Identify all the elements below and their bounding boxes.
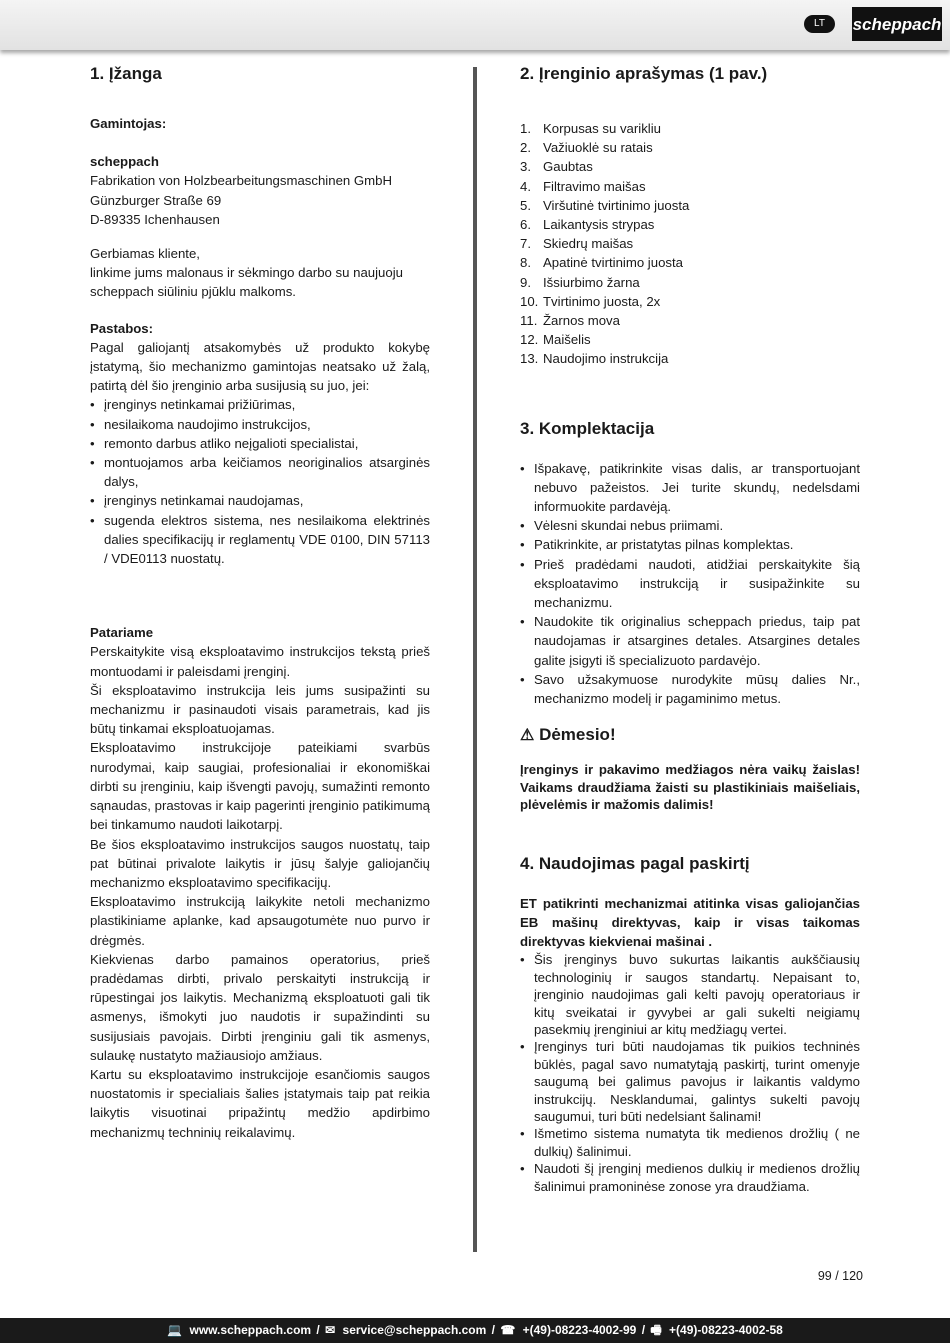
list-item: • Naudoti šį įrenginį medienos dulkių ir medienos drožlių šalinimui pramoninėse zonose yra draudžiama.	[520, 1160, 860, 1195]
list-item: • remonto darbus atliko neįgalioti specialistai,	[90, 434, 430, 453]
warning-text: Įrenginys ir pakavimo medžiagos nėra vaikų žaislas! Vaikams draudžiama žaisti su plastikiniais maišeliais, plėvelėmis ir mažomis dalimis!	[520, 762, 860, 813]
page-header	[0, 0, 950, 50]
list-item: • Patikrinkite, ar pristatytas pilnas komplektas.	[520, 535, 860, 554]
list-item: 11. Žarnos mova	[520, 313, 620, 329]
logo-text: scheppach	[852, 15, 942, 34]
advice-paragraph: Kiekvienas darbo pamainos operatorius, prieš pradėdamas dirbti, privalo perskaityti instrukciją ir rūpestingai jos laikytis. Mechanizmą eksploatuoti gali tik asmenys, išmokyti juo naudotis ir supažindinti su susijusiais pavojais. Dirbti įrenginiu gali tik asmenys, sulaukę nustatyto mažiausiojo amžiaus.	[90, 951, 430, 1063]
list-item: • Išpakavę, patikrinkite visas dalis, ar transportuojant nebuvo pažeistos. Jei turite skundų, nedelsdami informuokite pardavėją.	[520, 459, 860, 517]
notes-text: Pagal galiojantį atsakomybės už produkto kokybę įstatymą, šio mechanizmo gamintojas neatsako už žalą, patirtą dėl šio įrenginio arba susijusią su juo, jei:	[90, 339, 430, 394]
use-list	[520, 951, 860, 1195]
footer-phone: +(49)-08223-4002-99	[522, 1323, 637, 1337]
list-item: 5. Viršutinė tvirtinimo juosta	[520, 197, 690, 213]
intro-heading: 1. Įžanga	[90, 64, 162, 83]
advice-paragraph: Perskaitykite visą eksploatavimo instrukcijos tekstą prieš montuodami ir paleisdami įrenginį.	[90, 644, 430, 679]
kit-list	[520, 459, 860, 709]
list-item: 2. Važiuoklė su ratais	[520, 140, 653, 156]
address-line: Fabrikation von Holzbearbeitungsmaschinen GmbH	[90, 173, 392, 189]
computer-icon: 💻	[167, 1323, 183, 1337]
list-item: 13. Naudojimo instrukcija	[520, 351, 669, 367]
list-item: • Įrenginys turi būti naudojamas tik puikios techninės būklės, pagal savo numatytąją paskirtį, turint omenyje saugumą bei galimus pavojus ir laikantis valdymo instrukcijų. Nesklandumai, galintys sukelti pavojų saugumui, turi būti nedelsiant šalinami!	[520, 1038, 860, 1125]
list-item: 4. Filtravimo maišas	[520, 178, 646, 194]
list-item: 1. Korpusas su varikliu	[520, 121, 662, 136]
list-item: 12. Maišelis	[520, 332, 591, 348]
warning-heading: ⚠ Dėmesio!	[520, 725, 616, 745]
advice-paragraph: Eksploatavimo instrukciją laikykite netoli mechanizmo plastikiniame aplanke, kad apsaugotumėte nuo purvo ir drėgmės.	[90, 894, 430, 948]
parts-list	[520, 119, 860, 369]
list-item: • Šis įrenginys buvo sukurtas laikantis aukščiausių technologinių ir saugos standartų. Nepaisant to, įrenginio naudojimas gali kelti pavojų operatoriaus ir kitų sveikatai ir gyvybei ar gali sukelti neigiamų pasekmių įrenginiui ar kitų medžiagų vertei.	[520, 951, 860, 1038]
warning-triangle-icon: ⚠	[520, 727, 535, 745]
address-line: D-89335 Ichenhausen	[90, 211, 220, 227]
scheppach-logo	[852, 7, 942, 41]
list-item: 8. Apatinė tvirtinimo juosta	[520, 255, 684, 271]
footer-website[interactable]: www.scheppach.com	[189, 1323, 312, 1337]
right-column	[520, 62, 860, 1195]
phone-icon: ☎	[500, 1323, 516, 1337]
list-item: • Naudokite tik originalius scheppach priedus, taip pat naudojamas ir atsargines detales. Atsargines detales galite įsigyti iš specializuoto pardavėjo.	[520, 612, 860, 670]
fax-icon: 🖷	[650, 1323, 662, 1337]
list-item: • montuojamos arba keičiamos neoriginalios atsarginės dalys,	[90, 453, 430, 491]
list-item: • sugenda elektros sistema, nes nesilaikoma elektrinės dalies specifikacijų ir reglamentų VDE 0100, DIN 57113 / VDE0113 nuostatų.	[90, 511, 430, 569]
list-item: • įrenginys netinkamai naudojamas,	[90, 491, 430, 510]
list-item: • Prieš pradėdami naudoti, atidžiai perskaitykite šią eksploatavimo instrukciją ir susipažinkite su mechanizmu.	[520, 555, 860, 613]
address-line: Günzburger Straße 69	[90, 192, 222, 208]
advice-paragraph: Ši eksploatavimo instrukcija leis jums susipažinti su mechanizmu ir pasinaudoti visais parametrais, kad jis būtų tinkamai eksploatuojamas.	[90, 682, 430, 737]
left-column	[90, 62, 430, 1142]
language-badge: LT	[804, 15, 835, 33]
notes-label: Pastabos:	[90, 320, 154, 336]
list-item: 10. Tvirtinimo juosta, 2x	[520, 293, 661, 309]
greeting-text: linkime jums malonaus ir sėkmingo darbo su naujuoju scheppach siūliniu pjūklu malkoms.	[90, 265, 403, 300]
advice-paragraph: Be šios eksploatavimo instrukcijos saugos nuostatų, taip pat būtinai privalote laikytis ir jūsų šalyje galiojančių mechanizmo eksploatavimo specifikacijų.	[90, 836, 430, 890]
list-item: • nesilaikoma naudojimo instrukcijos,	[90, 415, 430, 434]
email-icon: ✉	[325, 1323, 336, 1337]
list-item: • įrenginys netinkamai prižiūrimas,	[90, 395, 430, 414]
page-number: 99 / 120	[817, 1269, 863, 1283]
footer-fax: +(49)-08223-4002-58	[669, 1323, 783, 1337]
description-heading: 2. Įrenginio aprašymas (1 pav.)	[520, 64, 768, 83]
column-divider	[473, 67, 477, 1252]
advice-paragraph: Kartu su eksploatavimo instrukcijoje esančiomis saugos nuostatomis ir specialiais šalies įstatymais taip pat reikia laikytis visuotinai pripažintų medžio apdirbimo mechanizmų techninių reikalavimų.	[90, 1066, 430, 1140]
greeting: Gerbiamas kliente,	[90, 246, 200, 262]
advice-label: Patariame	[90, 625, 154, 641]
advice-paragraph: Eksploatavimo instrukcijoje pateikiami svarbūs nurodymai, kaip saugiai, profesionaliai ir ekonomiškai dirbti su įrenginiu, kaip išvengti pavojų, sumažinti remonto sąnaudas, prastovas ir kaip pagerinti įrenginio patikimumą bei tinkamumo naudoti laikotarpį.	[90, 740, 430, 833]
footer-email[interactable]: service@scheppach.com	[342, 1323, 487, 1337]
use-intro: ET patikrinti mechanizmai atitinka visas galiojančias EB mašinų direktyvas, kaip ir visas taikomas direktyvas kiekvienai mašinai .	[520, 895, 860, 950]
list-item: • Savo užsakymuose nurodykite mūsų dalies Nr., mechanizmo modelį ir pagaminimo metus.	[520, 670, 860, 708]
use-heading: 4. Naudojimas pagal paskirtį	[520, 853, 750, 873]
list-item: 6. Laikantysis strypas	[520, 217, 655, 233]
manufacturer-label: Gamintojas:	[90, 116, 167, 131]
list-item: • Išmetimo sistema numatyta tik medienos drožlių ( ne dulkių) šalinimui.	[520, 1125, 860, 1160]
list-item: 7. Skiedrų maišas	[520, 236, 634, 252]
page-footer: 💻 www.scheppach.com / ✉ service@scheppach.com / ☎ +(49)-08223-4002-99 / 🖷 +(49)-08223-4002-58	[0, 1318, 950, 1343]
kit-heading: 3. Komplektacija	[520, 418, 655, 438]
notes-list	[90, 395, 430, 568]
manufacturer-name: scheppach	[90, 154, 159, 170]
list-item: • Vėlesni skundai nebus priimami.	[520, 516, 860, 535]
list-item: 9. Išsiurbimo žarna	[520, 274, 640, 290]
list-item: 3. Gaubtas	[520, 159, 593, 175]
